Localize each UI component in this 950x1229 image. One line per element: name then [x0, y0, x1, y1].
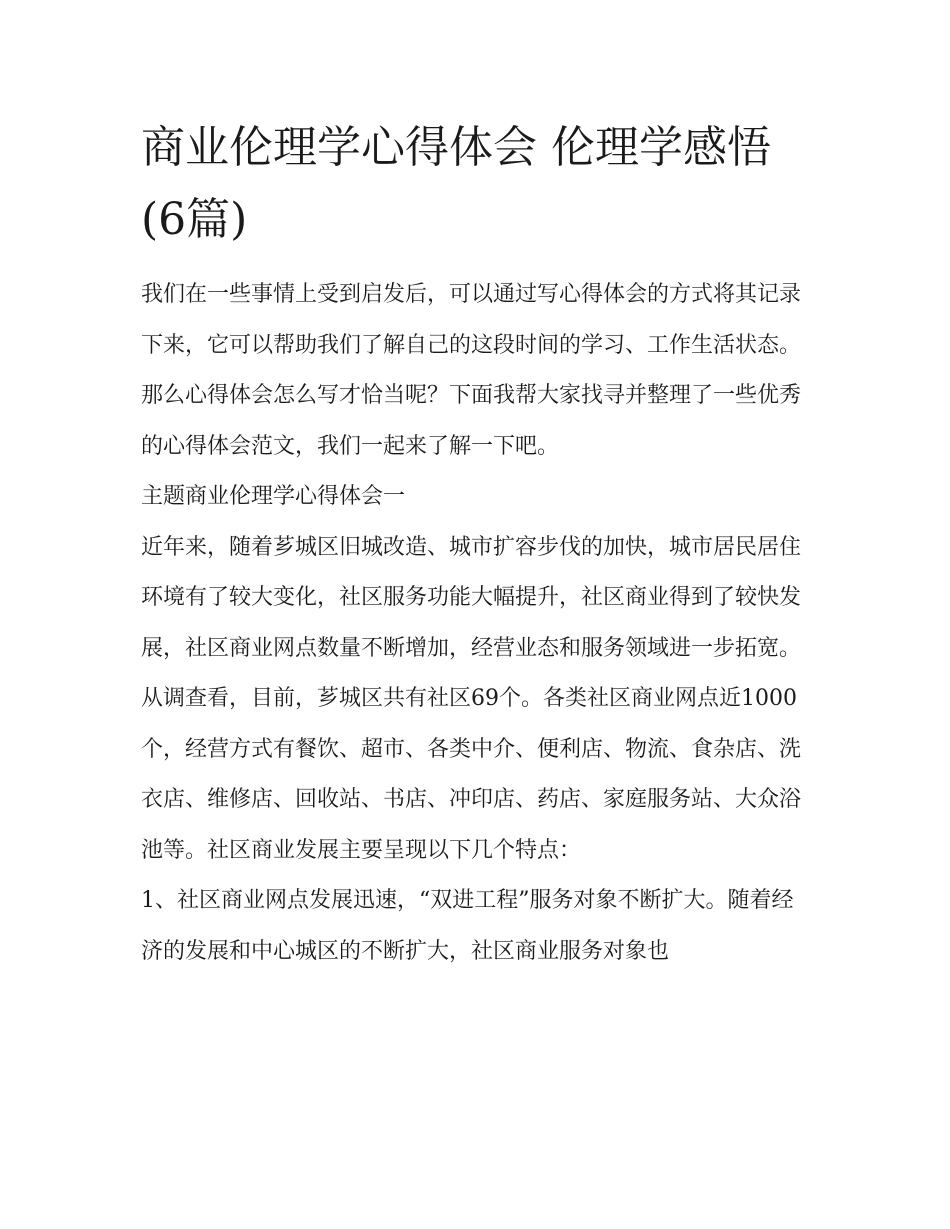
body-paragraph-point-1: 1、社区商业网点发展迅速，“双进工程”服务对象不断扩大。随着经济的发展和中心城区的不断扩大，社区商业服务对象也 [141, 888, 794, 964]
document-title: 商业伦理学心得体会 伦理学感悟(6篇) [141, 122, 771, 245]
body-paragraph: 近年来，随着芗城区旧城改造、城市扩容步伐的加快，城市居民居住环境有了较大变化，社区服务功能大幅提升，社区商业得到了较快发展，社区商业网点数量不断增加，经营业态和服务领域进一步拓宽。从调查看，目前，芗城区共有社区69个。各类社区商业网点近1000个，经营方式有餐饮、超市、各类中介、便利店、物流、食杂店、洗衣店、维修店、回收站、书店、冲印店、药店、家庭服务站、大众浴池等。社区商业发展主要呈现以下几个特点： [141, 534, 802, 863]
intro-paragraph: 我们在一些事情上受到启发后，可以通过写心得体会的方式将其记录下来，它可以帮助我们了解自己的这段时间的学习、工作生活状态。那么心得体会怎么写才恰当呢？下面我帮大家找寻并整理了一些优秀的心得体会范文，我们一起来了解一下吧。 [141, 282, 802, 459]
section-heading: 主题商业伦理学心得体会一 [141, 484, 406, 509]
document-body [141, 112, 813, 977]
